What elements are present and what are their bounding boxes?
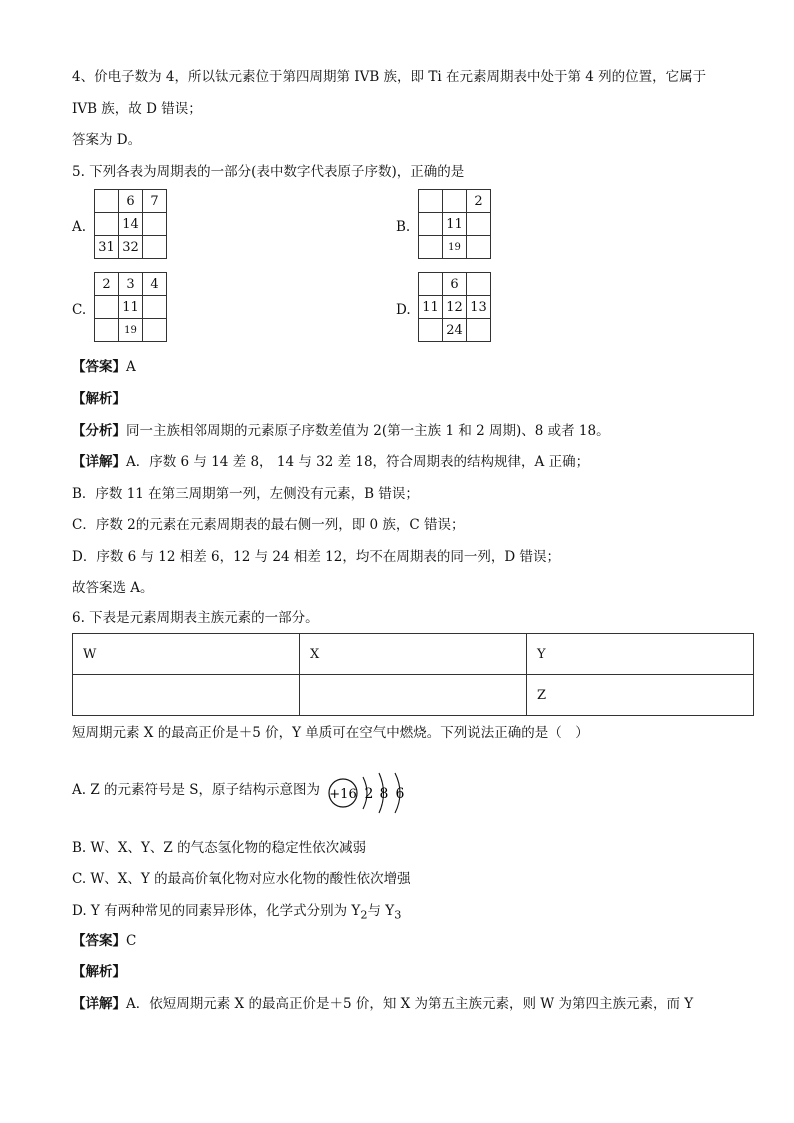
- answer-5: [72, 358, 136, 376]
- answer-value: A: [126, 359, 136, 375]
- cell: [143, 296, 167, 319]
- subscript: 2: [360, 908, 368, 922]
- cell: [467, 273, 491, 296]
- cell: [467, 319, 491, 342]
- element-cell: Z: [527, 675, 754, 716]
- answer-6: [72, 932, 136, 950]
- cell: 6: [119, 190, 143, 213]
- shell-electrons: 6: [395, 786, 405, 802]
- atom-structure-diagram: [327, 771, 437, 815]
- option-d-label: D.: [396, 302, 411, 318]
- element-cell: W: [73, 634, 300, 675]
- cell: [95, 213, 119, 236]
- text-line: C．序数 2的元素在元素周期表的最右侧一列，即 0 族，C 错误；: [72, 517, 465, 533]
- option-a-label: A.: [72, 219, 87, 235]
- cell: 2: [95, 273, 119, 296]
- analysis-tag: 【解析】: [72, 964, 126, 980]
- element-cell: Y: [527, 634, 754, 675]
- fenxi-tag: 【分析】: [72, 423, 126, 439]
- cell: [419, 236, 443, 259]
- cell: 11: [443, 213, 467, 236]
- cell: [143, 213, 167, 236]
- text-line: 故答案选 A。: [72, 580, 154, 596]
- option-c: C. W、X、Y 的最高价氧化物对应水化物的酸性依次增强: [72, 871, 411, 887]
- fenxi-text: 同一主族相邻周期的元素原子序数差值为 2(第一主族 1 和 2 周期)、8 或者 18。: [126, 423, 610, 439]
- cell: 19: [119, 319, 143, 342]
- cell: [419, 213, 443, 236]
- nucleus-charge: +16: [329, 787, 357, 802]
- cell: 13: [467, 296, 491, 319]
- option-b-label: B.: [396, 219, 411, 235]
- answer-value: C: [126, 933, 137, 949]
- question-6-stem: 短周期元素 X 的最高正价是＋5 价，Y 单质可在空气中燃烧。下列说法正确的是（ ）: [72, 725, 589, 741]
- cell: 6: [443, 273, 467, 296]
- question-6: 6. 下表是元素周期表主族元素的一部分。: [72, 610, 319, 626]
- option-c-label: C.: [72, 302, 87, 318]
- cell: 4: [143, 273, 167, 296]
- cell: [95, 319, 119, 342]
- shell-electrons: 8: [379, 786, 389, 802]
- cell: 3: [119, 273, 143, 296]
- cell: [467, 236, 491, 259]
- cell: 11: [119, 296, 143, 319]
- detail-line: [72, 995, 693, 1013]
- cell: 32: [119, 236, 143, 259]
- cell: [95, 296, 119, 319]
- analysis-line: [72, 422, 610, 440]
- cell: [419, 190, 443, 213]
- periodic-table-fragment: [72, 633, 754, 716]
- detail-text: A．依短周期元素 X 的最高正价是＋5 价，知 X 为第五主族元素，则 W 为第四主族元素，而 Y: [126, 996, 694, 1012]
- option-b-grid: [418, 189, 491, 259]
- cell: 12: [443, 296, 467, 319]
- option-d-grid: [418, 272, 491, 342]
- text-line: 4、价电子数为 4，所以钛元素位于第四周期第 IVB 族，即 Ti 在元素周期表中处于第 4 列的位置，它属于: [72, 69, 707, 85]
- cell: [95, 190, 119, 213]
- detail-tag: 【详解】: [72, 996, 126, 1012]
- cell: 2: [467, 190, 491, 213]
- detail-tag: 【详解】: [72, 454, 126, 470]
- cell: [419, 273, 443, 296]
- detail-text: A．序数 6 与 14 差 8， 14 与 32 差 18，符合周期表的结构规律，A 正确；: [126, 454, 590, 470]
- cell: 14: [119, 213, 143, 236]
- option-b: B. W、X、Y、Z 的气态氢化物的稳定性依次减弱: [72, 840, 367, 856]
- question-5: 5. 下列各表为周期表的一部分(表中数字代表原子序数)，正确的是: [72, 164, 465, 180]
- text-line: D．序数 6 与 12 相差 6，12 与 24 相差 12，均不在周期表的同一列，D 错误；: [72, 549, 560, 565]
- cell: [143, 319, 167, 342]
- element-cell: X: [300, 634, 527, 675]
- answer-tag: 【答案】: [72, 933, 126, 949]
- text-line: IVB 族，故 D 错误；: [72, 101, 202, 117]
- text-line: B．序数 11 在第三周期第一列，左侧没有元素，B 错误；: [72, 486, 419, 502]
- option-d-text: D. Y 有两种常见的同素异形体，化学式分别为 Y: [72, 903, 361, 919]
- cell: 19: [443, 236, 467, 259]
- option-a: A. Z 的元素符号是 S，原子结构示意图为: [72, 782, 321, 798]
- option-d: [72, 902, 401, 925]
- cell: 11: [419, 296, 443, 319]
- element-cell: [73, 675, 300, 716]
- cell: 7: [143, 190, 167, 213]
- option-a-grid: [94, 189, 167, 259]
- option-d-text: 与 Y: [367, 903, 395, 919]
- cell: [143, 236, 167, 259]
- cell: 31: [95, 236, 119, 259]
- answer-tag: 【答案】: [72, 359, 126, 375]
- cell: 24: [443, 319, 467, 342]
- element-cell: [300, 675, 527, 716]
- cell: [419, 319, 443, 342]
- cell: [467, 213, 491, 236]
- detail-line: [72, 453, 589, 471]
- subscript: 3: [394, 908, 402, 922]
- cell: [443, 190, 467, 213]
- shell-electrons: 2: [364, 786, 374, 802]
- text-line: 答案为 D。: [72, 132, 142, 148]
- analysis-tag: 【解析】: [72, 391, 126, 407]
- option-c-grid: [94, 272, 167, 342]
